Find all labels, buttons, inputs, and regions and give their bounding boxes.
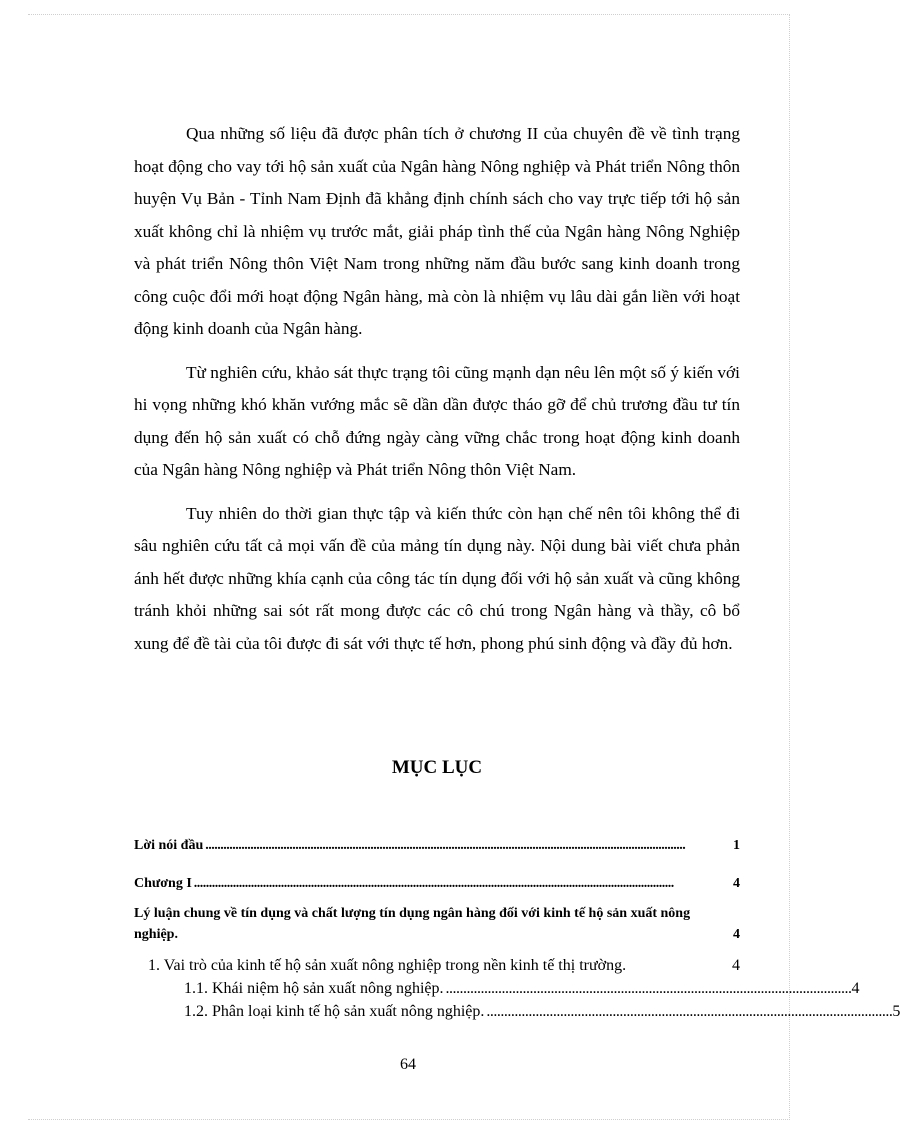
body-text — [134, 118, 740, 671]
toc-entry-page: 1 — [733, 838, 740, 853]
toc-leader-dots: ................................................................................................................................................................ — [193, 876, 674, 891]
page-number: 64 — [400, 1056, 416, 1073]
toc-entry[interactable] — [134, 876, 740, 892]
toc-heading: MỤC LỤC — [391, 757, 483, 778]
paragraph-conclusion-1: Qua những số liệu đã được phân tích ở chương II của chuyên đề về tình trạng hoạt động cho vay tới hộ sản xuất của Ngân hàng Nông nghiệp và Phát triển Nông thôn huyện Vụ Bản - Tỉnh Nam Định đã khẳng định chính sách cho vay trực tiếp tới hộ sản xuất không chỉ là nhiệm vụ trước mắt, giải pháp tình thế của Ngân hàng Nông Nghiệp và phát triển Nông thôn Việt Nam trong những năm đầu bước sang kinh doanh trong công cuộc đổi mới hoạt động Ngân hàng, mà còn là nhiệm vụ lâu dài gắn liền với hoạt động kinh doanh của Ngân hàng. — [134, 124, 740, 338]
toc-leader-dots: ................................................................................................................................................................ — [205, 838, 686, 853]
paragraph-conclusion-2: Từ nghiên cứu, khảo sát thực trạng tôi cũng mạnh dạn nêu lên một số ý kiến với hi vọng những khó khăn vướng mắc sẽ dần dần được tháo gỡ để chủ trương đầu tư tín dụng đến hộ sản xuất có chỗ đứng ngày càng vững chắc trong hoạt động kinh doanh của Ngân hàng Nông nghiệp và Phát triển Nông thôn Việt Nam. — [134, 362, 740, 479]
toc-entry-title: Chương I — [134, 876, 192, 891]
toc-entry[interactable] — [134, 980, 860, 998]
toc-entry-page: 4 — [733, 876, 740, 891]
paragraph-conclusion-3: Tuy nhiên do thời gian thực tập và kiến thức còn hạn chế nên tôi không thể đi sâu nghiên cứu tất cả mọi vấn đề của mảng tín dụng này. Nội dung bài viết chưa phản ánh hết được những khía cạnh của công tác tín dụng đối với hộ sản xuất và cũng không tránh khỏi những sai sót rất mong được các cô chú trong Ngân hàng và thầy, cô bổ xung để đề tài của tôi được đi sát với thực tế hơn, phong phú sinh động và đầy đủ hơn. — [134, 503, 740, 653]
toc-entry-title: 1.1. Khái niệm hộ sản xuất nông nghiệp. — [184, 980, 444, 997]
toc-entry-title: 1.2. Phân loại kinh tế hộ sản xuất nông nghiệp. — [184, 1003, 485, 1020]
toc-leader-dots: .................................................................................................................... — [445, 980, 852, 997]
toc-leader-dots: .................................................................................................................... — [486, 1003, 893, 1020]
toc-entry[interactable] — [134, 1003, 900, 1021]
toc-entry-page: 4 — [851, 980, 860, 997]
toc-entry-page: 4 — [733, 927, 740, 942]
toc-entry[interactable] — [134, 903, 740, 945]
toc-entry-title: Lời nói đầu — [134, 838, 204, 853]
toc-entry-title: 1. Vai trò của kinh tế hộ sản xuất nông nghiệp trong nền kinh tế thị trường. — [148, 957, 627, 974]
toc-entry[interactable] — [134, 957, 740, 975]
toc-entry-page: 4 — [732, 957, 740, 974]
toc-entry-page: 5 — [892, 1003, 900, 1020]
table-of-contents — [134, 838, 900, 1026]
toc-entry-title: Lý luận chung về tín dụng và chất lượng tín dụng ngân hàng đối với kinh tế hộ sản xuất nông nghiệp. — [134, 906, 691, 942]
toc-entry[interactable] — [134, 838, 740, 854]
